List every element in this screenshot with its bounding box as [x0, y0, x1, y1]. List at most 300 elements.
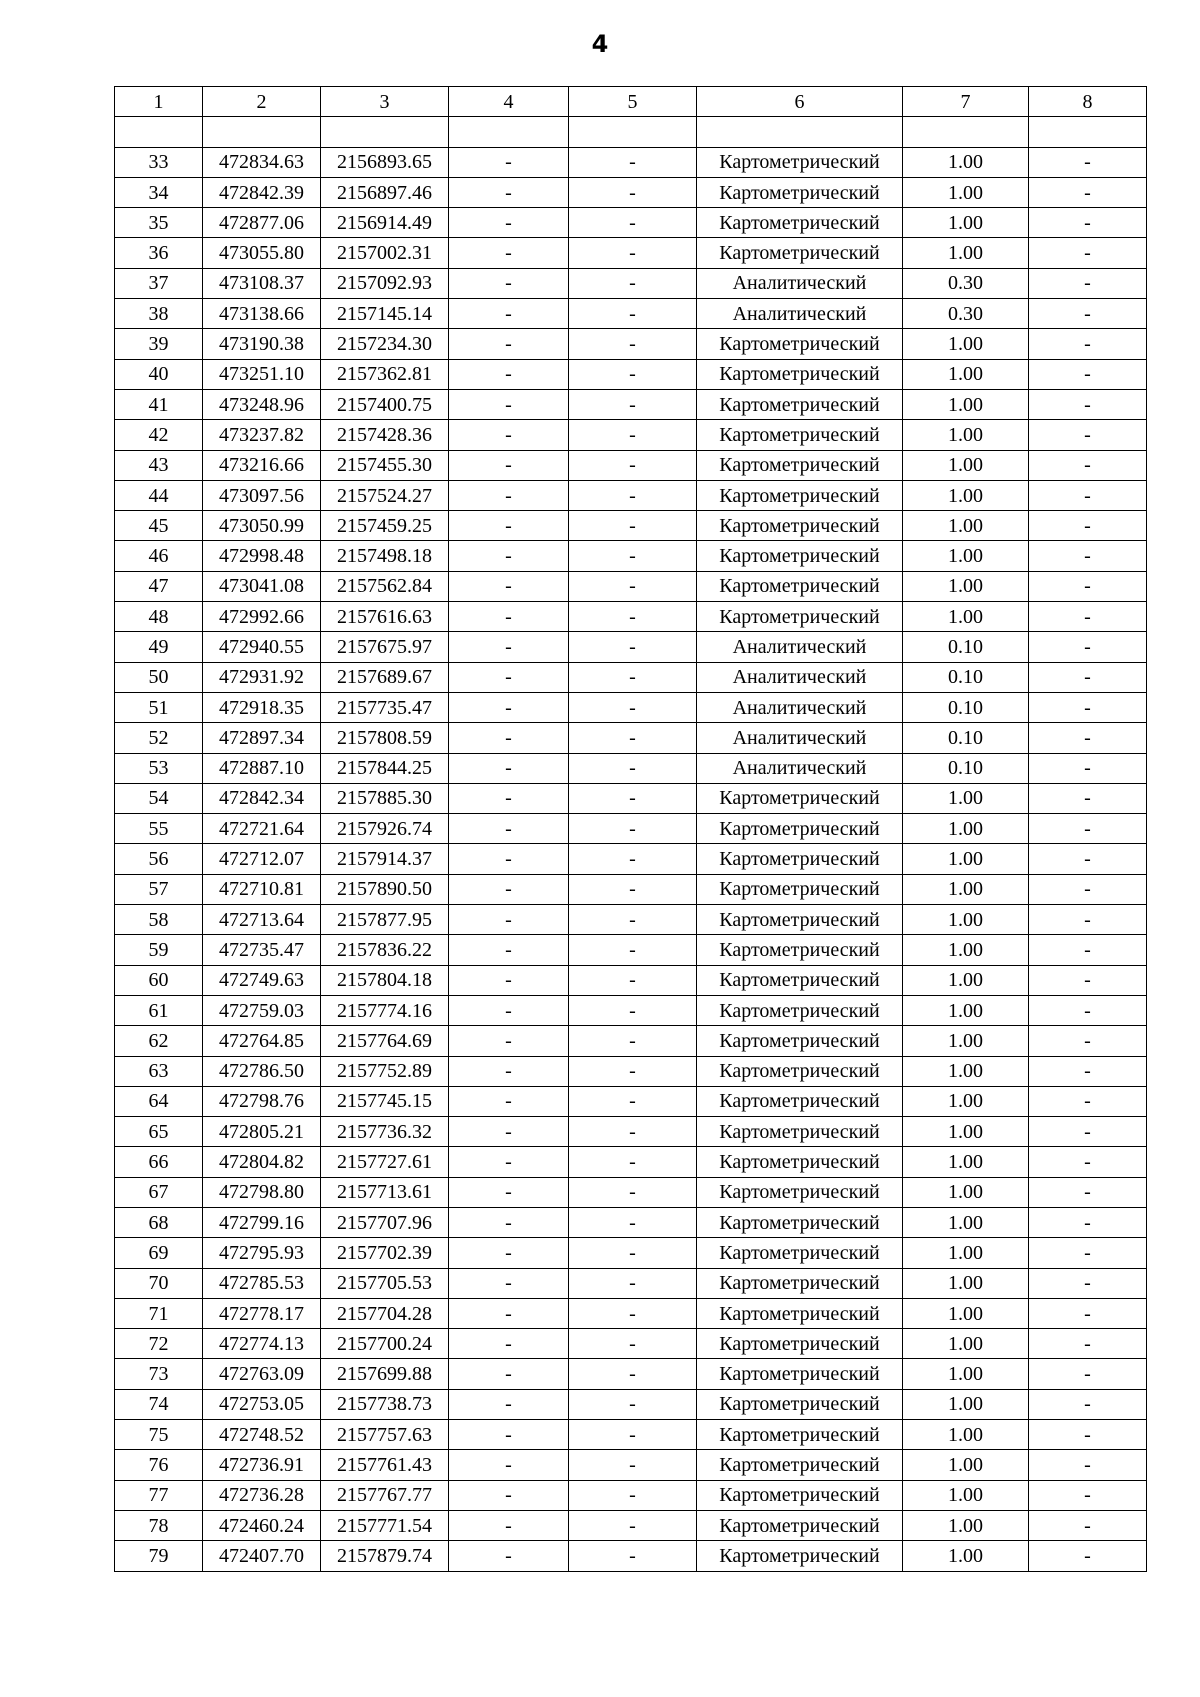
- method-cell: Картометрический: [697, 1359, 903, 1389]
- accuracy-cell: 1.00: [903, 1450, 1029, 1480]
- table-row: [115, 723, 1147, 753]
- col8-cell: -: [1029, 208, 1147, 238]
- table-row: [115, 1268, 1147, 1298]
- table-row: [115, 450, 1147, 480]
- table-row: [115, 1359, 1147, 1389]
- method-cell: Картометрический: [697, 1389, 903, 1419]
- col8-cell: -: [1029, 753, 1147, 783]
- col4-cell: -: [449, 692, 569, 722]
- accuracy-cell: 1.00: [903, 1268, 1029, 1298]
- accuracy-cell: 1.00: [903, 1329, 1029, 1359]
- accuracy-cell: 1.00: [903, 1207, 1029, 1237]
- col8-cell: -: [1029, 1177, 1147, 1207]
- y-coordinate-cell: 2157761.43: [321, 1450, 449, 1480]
- accuracy-cell: 0.10: [903, 632, 1029, 662]
- x-coordinate-cell: 472713.64: [203, 905, 321, 935]
- x-coordinate-cell: 472721.64: [203, 814, 321, 844]
- col8-cell: -: [1029, 450, 1147, 480]
- accuracy-cell: 1.00: [903, 844, 1029, 874]
- x-coordinate-cell: 472798.80: [203, 1177, 321, 1207]
- col8-cell: -: [1029, 1026, 1147, 1056]
- col5-cell: -: [569, 147, 697, 177]
- accuracy-cell: 1.00: [903, 995, 1029, 1025]
- col5-cell: -: [569, 329, 697, 359]
- point-number-cell: 51: [115, 692, 203, 722]
- col4-cell: -: [449, 783, 569, 813]
- empty-row: [115, 117, 1147, 147]
- x-coordinate-cell: 473050.99: [203, 511, 321, 541]
- accuracy-cell: 1.00: [903, 1147, 1029, 1177]
- method-cell: Картометрический: [697, 1510, 903, 1540]
- col5-cell: -: [569, 1480, 697, 1510]
- header-cell: 5: [569, 87, 697, 117]
- col5-cell: -: [569, 692, 697, 722]
- y-coordinate-cell: 2157771.54: [321, 1510, 449, 1540]
- accuracy-cell: 1.00: [903, 177, 1029, 207]
- col4-cell: -: [449, 965, 569, 995]
- table-row: [115, 1389, 1147, 1419]
- point-number-cell: 71: [115, 1298, 203, 1328]
- table-row: [115, 571, 1147, 601]
- accuracy-cell: 0.30: [903, 268, 1029, 298]
- method-cell: Картометрический: [697, 511, 903, 541]
- header-cell: 8: [1029, 87, 1147, 117]
- y-coordinate-cell: 2157885.30: [321, 783, 449, 813]
- point-number-cell: 79: [115, 1541, 203, 1571]
- empty-cell: [569, 117, 697, 147]
- method-cell: Картометрический: [697, 1450, 903, 1480]
- accuracy-cell: 1.00: [903, 1389, 1029, 1419]
- col8-cell: -: [1029, 420, 1147, 450]
- col5-cell: -: [569, 420, 697, 450]
- y-coordinate-cell: 2157705.53: [321, 1268, 449, 1298]
- accuracy-cell: 1.00: [903, 238, 1029, 268]
- col4-cell: -: [449, 632, 569, 662]
- col4-cell: -: [449, 1480, 569, 1510]
- col5-cell: -: [569, 1541, 697, 1571]
- accuracy-cell: 1.00: [903, 329, 1029, 359]
- method-cell: Аналитический: [697, 299, 903, 329]
- method-cell: Картометрический: [697, 389, 903, 419]
- y-coordinate-cell: 2157757.63: [321, 1420, 449, 1450]
- col5-cell: -: [569, 1177, 697, 1207]
- col5-cell: -: [569, 1147, 697, 1177]
- accuracy-cell: 0.30: [903, 299, 1029, 329]
- y-coordinate-cell: 2157002.31: [321, 238, 449, 268]
- point-number-cell: 35: [115, 208, 203, 238]
- col8-cell: -: [1029, 1086, 1147, 1116]
- col8-cell: -: [1029, 1238, 1147, 1268]
- method-cell: Картометрический: [697, 1056, 903, 1086]
- point-number-cell: 78: [115, 1510, 203, 1540]
- method-cell: Картометрический: [697, 1177, 903, 1207]
- col8-cell: -: [1029, 874, 1147, 904]
- y-coordinate-cell: 2157562.84: [321, 571, 449, 601]
- accuracy-cell: 1.00: [903, 571, 1029, 601]
- col8-cell: -: [1029, 1359, 1147, 1389]
- method-cell: Картометрический: [697, 1329, 903, 1359]
- table-row: [115, 905, 1147, 935]
- col4-cell: -: [449, 874, 569, 904]
- col8-cell: -: [1029, 995, 1147, 1025]
- point-number-cell: 37: [115, 268, 203, 298]
- col4-cell: -: [449, 238, 569, 268]
- col4-cell: -: [449, 1510, 569, 1540]
- method-cell: Картометрический: [697, 450, 903, 480]
- x-coordinate-cell: 473190.38: [203, 329, 321, 359]
- point-number-cell: 43: [115, 450, 203, 480]
- col5-cell: -: [569, 299, 697, 329]
- col8-cell: -: [1029, 1480, 1147, 1510]
- y-coordinate-cell: 2156897.46: [321, 177, 449, 207]
- y-coordinate-cell: 2157524.27: [321, 480, 449, 510]
- col8-cell: -: [1029, 723, 1147, 753]
- x-coordinate-cell: 472407.70: [203, 1541, 321, 1571]
- point-number-cell: 49: [115, 632, 203, 662]
- y-coordinate-cell: 2157764.69: [321, 1026, 449, 1056]
- x-coordinate-cell: 473097.56: [203, 480, 321, 510]
- table-row: [115, 389, 1147, 419]
- y-coordinate-cell: 2157752.89: [321, 1056, 449, 1086]
- header-cell: 1: [115, 87, 203, 117]
- col8-cell: -: [1029, 1510, 1147, 1540]
- col5-cell: -: [569, 965, 697, 995]
- col4-cell: -: [449, 420, 569, 450]
- table-row: [115, 1298, 1147, 1328]
- col5-cell: -: [569, 208, 697, 238]
- accuracy-cell: 1.00: [903, 1086, 1029, 1116]
- col8-cell: -: [1029, 238, 1147, 268]
- col5-cell: -: [569, 723, 697, 753]
- accuracy-cell: 1.00: [903, 814, 1029, 844]
- col5-cell: -: [569, 359, 697, 389]
- method-cell: Картометрический: [697, 905, 903, 935]
- col5-cell: -: [569, 268, 697, 298]
- col5-cell: -: [569, 1420, 697, 1450]
- x-coordinate-cell: 472992.66: [203, 602, 321, 632]
- x-coordinate-cell: 472786.50: [203, 1056, 321, 1086]
- col5-cell: -: [569, 632, 697, 662]
- accuracy-cell: 0.10: [903, 662, 1029, 692]
- point-number-cell: 72: [115, 1329, 203, 1359]
- method-cell: Аналитический: [697, 723, 903, 753]
- accuracy-cell: 1.00: [903, 1238, 1029, 1268]
- point-number-cell: 39: [115, 329, 203, 359]
- y-coordinate-cell: 2157234.30: [321, 329, 449, 359]
- point-number-cell: 44: [115, 480, 203, 510]
- header-cell: 7: [903, 87, 1029, 117]
- x-coordinate-cell: 472998.48: [203, 541, 321, 571]
- method-cell: Картометрический: [697, 1117, 903, 1147]
- col4-cell: -: [449, 208, 569, 238]
- col5-cell: -: [569, 1056, 697, 1086]
- col4-cell: -: [449, 480, 569, 510]
- col5-cell: -: [569, 1329, 697, 1359]
- y-coordinate-cell: 2157926.74: [321, 814, 449, 844]
- header-cell: 4: [449, 87, 569, 117]
- col8-cell: -: [1029, 602, 1147, 632]
- x-coordinate-cell: 472940.55: [203, 632, 321, 662]
- accuracy-cell: 0.10: [903, 753, 1029, 783]
- x-coordinate-cell: 472774.13: [203, 1329, 321, 1359]
- method-cell: Картометрический: [697, 1026, 903, 1056]
- accuracy-cell: 1.00: [903, 450, 1029, 480]
- x-coordinate-cell: 472778.17: [203, 1298, 321, 1328]
- table-row: [115, 1480, 1147, 1510]
- col4-cell: -: [449, 450, 569, 480]
- y-coordinate-cell: 2157808.59: [321, 723, 449, 753]
- col4-cell: -: [449, 1541, 569, 1571]
- x-coordinate-cell: 472748.52: [203, 1420, 321, 1450]
- table-row: [115, 1450, 1147, 1480]
- col4-cell: -: [449, 1026, 569, 1056]
- accuracy-cell: 1.00: [903, 208, 1029, 238]
- col5-cell: -: [569, 1389, 697, 1419]
- accuracy-cell: 1.00: [903, 1298, 1029, 1328]
- point-number-cell: 48: [115, 602, 203, 632]
- y-coordinate-cell: 2157804.18: [321, 965, 449, 995]
- y-coordinate-cell: 2157689.67: [321, 662, 449, 692]
- col8-cell: -: [1029, 1298, 1147, 1328]
- header-cell: 3: [321, 87, 449, 117]
- accuracy-cell: 1.00: [903, 1117, 1029, 1147]
- method-cell: Картометрический: [697, 480, 903, 510]
- table-row: [115, 995, 1147, 1025]
- point-number-cell: 58: [115, 905, 203, 935]
- y-coordinate-cell: 2157362.81: [321, 359, 449, 389]
- col8-cell: -: [1029, 1268, 1147, 1298]
- col8-cell: -: [1029, 480, 1147, 510]
- col4-cell: -: [449, 995, 569, 1025]
- x-coordinate-cell: 472931.92: [203, 662, 321, 692]
- method-cell: Аналитический: [697, 632, 903, 662]
- point-number-cell: 61: [115, 995, 203, 1025]
- y-coordinate-cell: 2157455.30: [321, 450, 449, 480]
- col4-cell: -: [449, 1420, 569, 1450]
- point-number-cell: 34: [115, 177, 203, 207]
- table-row: [115, 632, 1147, 662]
- y-coordinate-cell: 2157836.22: [321, 935, 449, 965]
- x-coordinate-cell: 473055.80: [203, 238, 321, 268]
- method-cell: Картометрический: [697, 177, 903, 207]
- accuracy-cell: 1.00: [903, 1359, 1029, 1389]
- table-row: [115, 1177, 1147, 1207]
- x-coordinate-cell: 472795.93: [203, 1238, 321, 1268]
- col5-cell: -: [569, 238, 697, 268]
- x-coordinate-cell: 472897.34: [203, 723, 321, 753]
- col5-cell: -: [569, 662, 697, 692]
- table-row: [115, 1147, 1147, 1177]
- page-number: 4: [591, 30, 609, 58]
- coordinates-table: [114, 86, 1147, 1572]
- x-coordinate-cell: 473237.82: [203, 420, 321, 450]
- col5-cell: -: [569, 511, 697, 541]
- y-coordinate-cell: 2157914.37: [321, 844, 449, 874]
- col5-cell: -: [569, 177, 697, 207]
- point-number-cell: 33: [115, 147, 203, 177]
- table-row: [115, 965, 1147, 995]
- point-number-cell: 40: [115, 359, 203, 389]
- x-coordinate-cell: 472736.91: [203, 1450, 321, 1480]
- x-coordinate-cell: 472834.63: [203, 147, 321, 177]
- table-row: [115, 208, 1147, 238]
- col5-cell: -: [569, 1026, 697, 1056]
- col5-cell: -: [569, 844, 697, 874]
- y-coordinate-cell: 2157890.50: [321, 874, 449, 904]
- method-cell: Картометрический: [697, 783, 903, 813]
- point-number-cell: 66: [115, 1147, 203, 1177]
- x-coordinate-cell: 472749.63: [203, 965, 321, 995]
- col8-cell: -: [1029, 268, 1147, 298]
- col5-cell: -: [569, 1510, 697, 1540]
- accuracy-cell: 1.00: [903, 1420, 1029, 1450]
- col4-cell: -: [449, 299, 569, 329]
- col4-cell: -: [449, 1389, 569, 1419]
- header-cell: 2: [203, 87, 321, 117]
- col5-cell: -: [569, 905, 697, 935]
- accuracy-cell: 1.00: [903, 1510, 1029, 1540]
- table-row: [115, 844, 1147, 874]
- method-cell: Картометрический: [697, 844, 903, 874]
- y-coordinate-cell: 2157702.39: [321, 1238, 449, 1268]
- method-cell: Картометрический: [697, 1420, 903, 1450]
- col5-cell: -: [569, 874, 697, 904]
- col8-cell: -: [1029, 905, 1147, 935]
- col4-cell: -: [449, 1450, 569, 1480]
- accuracy-cell: 1.00: [903, 965, 1029, 995]
- header-cell: 6: [697, 87, 903, 117]
- x-coordinate-cell: 473216.66: [203, 450, 321, 480]
- y-coordinate-cell: 2157745.15: [321, 1086, 449, 1116]
- method-cell: Картометрический: [697, 208, 903, 238]
- table-row: [115, 1207, 1147, 1237]
- method-cell: Картометрический: [697, 541, 903, 571]
- point-number-cell: 67: [115, 1177, 203, 1207]
- x-coordinate-cell: 472842.39: [203, 177, 321, 207]
- x-coordinate-cell: 472764.85: [203, 1026, 321, 1056]
- method-cell: Картометрический: [697, 1298, 903, 1328]
- col4-cell: -: [449, 844, 569, 874]
- col4-cell: -: [449, 177, 569, 207]
- method-cell: Картометрический: [697, 814, 903, 844]
- y-coordinate-cell: 2157092.93: [321, 268, 449, 298]
- col8-cell: -: [1029, 692, 1147, 722]
- table-row: [115, 147, 1147, 177]
- table-row: [115, 511, 1147, 541]
- point-number-cell: 47: [115, 571, 203, 601]
- table-row: [115, 329, 1147, 359]
- empty-cell: [321, 117, 449, 147]
- col4-cell: -: [449, 359, 569, 389]
- col4-cell: -: [449, 1086, 569, 1116]
- y-coordinate-cell: 2156893.65: [321, 147, 449, 177]
- col5-cell: -: [569, 1268, 697, 1298]
- x-coordinate-cell: 473041.08: [203, 571, 321, 601]
- y-coordinate-cell: 2157616.63: [321, 602, 449, 632]
- table-row: [115, 692, 1147, 722]
- col8-cell: -: [1029, 662, 1147, 692]
- table-row: [115, 268, 1147, 298]
- y-coordinate-cell: 2157774.16: [321, 995, 449, 1025]
- table-row: [115, 662, 1147, 692]
- x-coordinate-cell: 473248.96: [203, 389, 321, 419]
- y-coordinate-cell: 2157700.24: [321, 1329, 449, 1359]
- point-number-cell: 56: [115, 844, 203, 874]
- accuracy-cell: 1.00: [903, 783, 1029, 813]
- method-cell: Аналитический: [697, 268, 903, 298]
- empty-cell: [1029, 117, 1147, 147]
- method-cell: Картометрический: [697, 571, 903, 601]
- col4-cell: -: [449, 1238, 569, 1268]
- col4-cell: -: [449, 1056, 569, 1086]
- method-cell: Картометрический: [697, 965, 903, 995]
- accuracy-cell: 1.00: [903, 541, 1029, 571]
- accuracy-cell: 1.00: [903, 905, 1029, 935]
- y-coordinate-cell: 2157428.36: [321, 420, 449, 450]
- point-number-cell: 64: [115, 1086, 203, 1116]
- col8-cell: -: [1029, 1056, 1147, 1086]
- point-number-cell: 77: [115, 1480, 203, 1510]
- x-coordinate-cell: 472736.28: [203, 1480, 321, 1510]
- table-row: [115, 814, 1147, 844]
- table-row: [115, 1420, 1147, 1450]
- method-cell: Картометрический: [697, 1541, 903, 1571]
- col5-cell: -: [569, 541, 697, 571]
- empty-cell: [903, 117, 1029, 147]
- col5-cell: -: [569, 1117, 697, 1147]
- accuracy-cell: 1.00: [903, 874, 1029, 904]
- table-row: [115, 935, 1147, 965]
- col8-cell: -: [1029, 935, 1147, 965]
- method-cell: Аналитический: [697, 753, 903, 783]
- accuracy-cell: 1.00: [903, 1480, 1029, 1510]
- method-cell: Картометрический: [697, 147, 903, 177]
- col8-cell: -: [1029, 299, 1147, 329]
- empty-cell: [115, 117, 203, 147]
- y-coordinate-cell: 2157699.88: [321, 1359, 449, 1389]
- empty-cell: [449, 117, 569, 147]
- point-number-cell: 50: [115, 662, 203, 692]
- col5-cell: -: [569, 571, 697, 601]
- table-row: [115, 783, 1147, 813]
- table-row: [115, 753, 1147, 783]
- table-row: [115, 1086, 1147, 1116]
- point-number-cell: 70: [115, 1268, 203, 1298]
- accuracy-cell: 1.00: [903, 389, 1029, 419]
- x-coordinate-cell: 472759.03: [203, 995, 321, 1025]
- method-cell: Картометрический: [697, 1480, 903, 1510]
- point-number-cell: 59: [115, 935, 203, 965]
- x-coordinate-cell: 472887.10: [203, 753, 321, 783]
- table-row: [115, 1056, 1147, 1086]
- col5-cell: -: [569, 783, 697, 813]
- x-coordinate-cell: 472918.35: [203, 692, 321, 722]
- y-coordinate-cell: 2157735.47: [321, 692, 449, 722]
- col4-cell: -: [449, 268, 569, 298]
- col8-cell: -: [1029, 541, 1147, 571]
- col5-cell: -: [569, 1298, 697, 1328]
- y-coordinate-cell: 2157145.14: [321, 299, 449, 329]
- table-row: [115, 1117, 1147, 1147]
- table-row: [115, 602, 1147, 632]
- col4-cell: -: [449, 511, 569, 541]
- col5-cell: -: [569, 389, 697, 419]
- col5-cell: -: [569, 1359, 697, 1389]
- table-row: [115, 541, 1147, 571]
- x-coordinate-cell: 472710.81: [203, 874, 321, 904]
- col4-cell: -: [449, 935, 569, 965]
- col8-cell: -: [1029, 359, 1147, 389]
